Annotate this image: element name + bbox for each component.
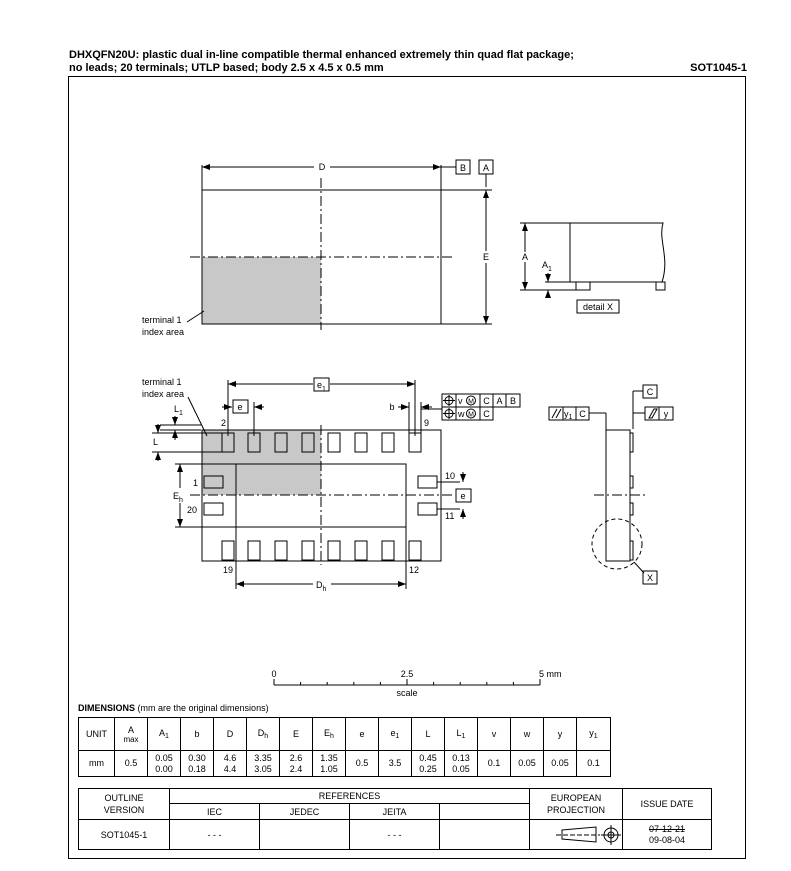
side-body [570, 223, 665, 282]
terminal-label-line1: terminal 1 [142, 315, 182, 325]
end-terminal-1 [630, 433, 633, 452]
scale-tick-end: 5 mm [539, 669, 562, 679]
terminal-20 [204, 503, 223, 515]
scale-labels [271, 669, 561, 698]
bottom-index-shading [202, 430, 321, 495]
index-area-shading [202, 257, 321, 324]
end-terminal-3 [630, 503, 633, 515]
dim-value-4: 4.6 4.4 [214, 751, 247, 777]
dim-value-5: 3.35 3.05 [247, 751, 280, 777]
end-terminal-4 [630, 541, 633, 560]
pin-label-12: 12 [409, 565, 420, 575]
fcf-M-v: M [468, 398, 474, 406]
references-table [78, 788, 712, 850]
title-line-2: no leads; 20 terminals; UTLP based; body 2.5 x 4.5 x 0.5 mm [69, 62, 384, 74]
dim-header-1: A max [115, 718, 148, 751]
outline-version-value: SOT1045-1 [79, 820, 170, 850]
dim-header-6: E [280, 718, 313, 751]
terminal-7 [355, 433, 367, 452]
label-b: b [389, 402, 395, 412]
dim-header-2: $A_1$ [148, 718, 181, 751]
jedec-header: JEDEC [260, 804, 350, 820]
dim-value-8: 0.5 [346, 751, 379, 777]
dim-value-0: mm [79, 751, 115, 777]
dim-value-12: 0.1 [478, 751, 511, 777]
terminal-18 [248, 541, 260, 560]
dim-value-13: 0.05 [511, 751, 544, 777]
terminal-6 [328, 433, 340, 452]
dim-header-5: $D_h$ [247, 718, 280, 751]
dim-header-0: UNIT [79, 718, 115, 751]
outline-code: SOT1045-1 [690, 62, 747, 74]
dim-header-12: v [478, 718, 511, 751]
iec-header: IEC [170, 804, 260, 820]
pin-label-1: 1 [193, 478, 199, 488]
bottom-terminal-label-line2: index area [142, 389, 185, 399]
references-header: REFERENCES [170, 789, 530, 804]
projection-header: EUROPEAN PROJECTION [530, 789, 623, 820]
label-datum-A: A [482, 163, 490, 173]
pin-label-19: 19 [223, 565, 234, 575]
pin-label-11: 11 [445, 511, 455, 521]
dim-header-13: w [511, 718, 544, 751]
terminal-8 [382, 433, 394, 452]
label-Eh: $E_h$ [173, 491, 183, 504]
jeita-header: JEITA [350, 804, 440, 820]
outline-version-header: OUTLINE VERSION [79, 789, 170, 820]
dimensions-header-row [79, 718, 611, 751]
fcf-datum-C-w: C [483, 409, 490, 419]
end-terminal-2 [630, 476, 633, 488]
dim-header-4: D [214, 718, 247, 751]
dim-header-7: $E_h$ [313, 718, 346, 751]
dim-header-3: b [181, 718, 214, 751]
dim-header-11: $L_1$ [445, 718, 478, 751]
fcf-M-w: M [468, 411, 474, 419]
dim-value-15: 0.1 [577, 751, 611, 777]
terminal-leader-top [187, 311, 204, 322]
iec-value: - - - [170, 820, 260, 850]
end-detail-X: X [646, 573, 654, 583]
references-spare-header [440, 804, 530, 820]
dim-value-2: 0.05 0.00 [148, 751, 181, 777]
jeita-value: - - - [350, 820, 440, 850]
terminal-12 [409, 541, 421, 560]
issue-date-old: 07-12-21 [648, 823, 686, 834]
fcf-datum-A-v: A [496, 396, 503, 406]
label-datum-B: B [459, 163, 467, 173]
label-D: D [318, 162, 326, 172]
dim-value-11: 0.13 0.05 [445, 751, 478, 777]
dim-value-6: 2.6 2.4 [280, 751, 313, 777]
dim-header-10: L [412, 718, 445, 751]
bottom-view [152, 378, 520, 589]
dim-value-9: 3.5 [379, 751, 412, 777]
title-line-1: DHXQFN20U: plastic dual in-line compatible thermal enhanced extremely thin quad flat package; [69, 49, 574, 61]
dimensions-title: DIMENSIONS (mm are the original dimensions) [78, 703, 269, 713]
issue-date-value [623, 820, 712, 850]
pin-label-2: 2 [221, 418, 227, 428]
label-E: E [482, 252, 490, 262]
flatness-symbol [649, 409, 657, 418]
scale-bar [274, 679, 540, 685]
side-terminal-right [656, 282, 665, 290]
dim-header-15: $y_1$ [577, 718, 611, 751]
scale-tick-mid: 2.5 [400, 669, 414, 679]
label-e-right: e [460, 491, 466, 501]
terminal-10 [418, 476, 437, 488]
fcf-w-label: w [458, 409, 465, 419]
pin-label-20: 20 [187, 505, 198, 515]
dim-value-14: 0.05 [544, 751, 577, 777]
terminal-11 [418, 503, 437, 515]
issue-date-header: ISSUE DATE [623, 789, 712, 820]
label-Dh: $D_h$ [316, 580, 327, 593]
references-spare-value [440, 820, 530, 850]
pin-label-10: 10 [445, 471, 456, 481]
terminal-16 [302, 541, 314, 560]
top-view [187, 160, 493, 330]
scale-tick-0: 0 [271, 669, 277, 679]
scale-label: scale [396, 688, 418, 698]
dim-value-10: 0.45 0.25 [412, 751, 445, 777]
dim-header-14: y [544, 718, 577, 751]
end-y1: $y_1$ [564, 409, 573, 421]
dimensions-value-row [79, 751, 611, 777]
end-datum-C: C [646, 387, 654, 397]
dim-header-9: $e_1$ [379, 718, 412, 751]
terminal-14 [355, 541, 367, 560]
end-y1-datum: C [579, 409, 586, 419]
side-terminal-left [576, 282, 590, 290]
label-e1: $e_1$ [317, 380, 326, 393]
label-A: A [521, 252, 529, 262]
terminal-19 [222, 541, 234, 560]
fcf-v-label: v [458, 396, 463, 406]
terminal-17 [275, 541, 287, 560]
projection-value [530, 820, 623, 850]
dim-value-3: 0.30 0.18 [181, 751, 214, 777]
detail-X-label: detail X [582, 302, 614, 312]
label-A1: $A_1$ [542, 260, 552, 273]
label-e: e [237, 402, 243, 412]
issue-date-new: 09-08-04 [648, 834, 686, 845]
dimensions-table [78, 717, 611, 777]
dim-value-7: 1.35 1.05 [313, 751, 346, 777]
terminal-label-line2: index area [142, 327, 185, 337]
fcf-datum-B-v: B [509, 396, 517, 406]
jedec-value [260, 820, 350, 850]
label-L1: $L_1$ [174, 404, 183, 417]
terminal-13 [382, 541, 394, 560]
pin-label-9: 9 [424, 418, 430, 428]
terminal-15 [328, 541, 340, 560]
bottom-terminal-label-line1: terminal 1 [142, 377, 182, 387]
fcf-datum-C-v: C [483, 396, 490, 406]
end-y: y [663, 409, 669, 419]
dim-value-1: 0.5 [115, 751, 148, 777]
label-L: L [153, 437, 159, 447]
dim-header-8: e [346, 718, 379, 751]
